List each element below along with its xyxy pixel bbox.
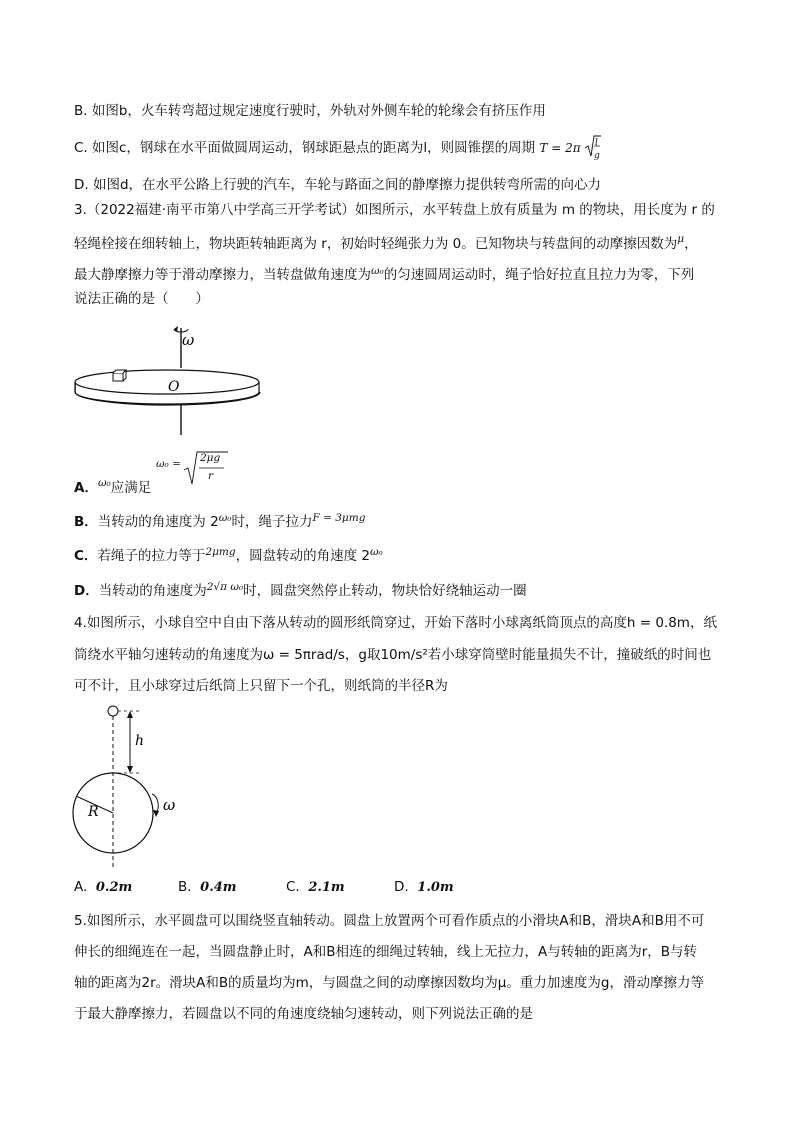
q4-option-a-label: A. [74, 879, 88, 895]
q3-option-a-text: 应满足 [110, 480, 152, 496]
q4-line3: 可不计，且小球穿过后纸筒上只留下一个孔，则纸筒的半径R为 [74, 678, 448, 694]
q3-option-c-text2: ，圆盘转动的角速度 2 [235, 548, 370, 564]
q5-line3: 轴的距离为2r。滑块A和B的质量均为m，与圆盘之间的动摩擦因数均为μ。重力加速度为g，滑动摩擦力等 [74, 975, 704, 991]
q4-option-a-value: 0.2m [95, 880, 133, 895]
turntable-figure [70, 320, 270, 440]
q4-line1: 4.如图所示，小球自空中自由下落从转动的圆形纸筒穿过，开始下落时小球离纸筒顶点的高度h = 0.8m，纸 [74, 615, 717, 631]
q3-option-b-text2: 时，绳子拉力 [231, 514, 313, 530]
q3-line3-text: 最大静摩擦力等于滑动摩擦力，当转盘做角速度为 [74, 267, 371, 283]
q4-option-d-value: 1.0m [417, 880, 454, 895]
q3-option-d-text1: 当转动的角速度为 [98, 583, 207, 599]
prev-option-d: D. 如图d，在水平公路上行驶的汽车，车轮与路面之间的静摩擦力提供转弯所需的向心力 [74, 177, 602, 193]
q5-line4: 于最大静摩擦力，若圆盘以不同的角速度绕轴匀速转动，则下列说法正确的是 [74, 1006, 533, 1022]
q3-line3 [74, 262, 694, 284]
q3-line1: 3.（2022福建·南平市第八中学高三开学考试）如图所示，水平转盘上放有质量为 m 的物块，用长度为 r 的 [74, 202, 715, 218]
q3-line2-text: 轻绳栓接在细转轴上，物块距转轴距离为 r，初始时轻绳张力为 0。已知物块与转盘间的动摩擦因数为 [74, 236, 678, 252]
q3-option-a-label: A． [74, 480, 98, 496]
q3-option-a [74, 474, 151, 497]
q4-option-d-label: D. [394, 879, 409, 895]
angular-velocity-formula: 2√π ω₀ [206, 581, 244, 593]
q4-option-a [74, 878, 132, 897]
fraction-den: r [208, 470, 214, 482]
q4-option-b-label: B. [178, 879, 192, 895]
prev-option-c [74, 138, 601, 161]
q5-line2: 伸长的细绳连在一起，当圆盘静止时，A和B相连的细绳过转轴，线上无拉力，A与转轴的距离为r，B与转 [74, 944, 698, 960]
q3-option-c-text1: 若绳子的拉力等于 [97, 548, 206, 564]
q3-line2 [74, 230, 698, 253]
omega-label: ω [182, 331, 195, 349]
q4-option-c-label: C. [286, 879, 300, 895]
q3-option-d-label: D． [74, 583, 99, 599]
q3-line3-end: 的匀速圆周运动时，绳子恰好拉直且拉力为零，下列 [383, 267, 695, 283]
q3-option-a-formula [156, 450, 236, 490]
omega0-symbol: ω₀ [370, 546, 383, 558]
prev-option-c-text: C. 如图c，钢球在水平面做圆周运动，钢球距悬点的距离为l，则圆锥摆的周期 [74, 140, 536, 156]
q3-option-b-label: B． [74, 514, 98, 530]
center-O-label: O [168, 379, 180, 395]
sqrt-l-over-g [585, 138, 601, 161]
q4-line2: 筒绕水平轴匀速转动的角速度为ω = 5πrad/s，g取10m/s²若小球穿筒壁时能量损失不计，撞破纸的时间也 [74, 647, 712, 663]
q4-option-c-value: 2.1m [308, 880, 345, 895]
q3-option-b [74, 509, 365, 531]
q5-line1: 5.如图所示，水平圆盘可以围绕竖直轴转动。圆盘上放置两个可看作质点的小滑块A和B，滑块A和B用不可 [74, 913, 705, 929]
R-label: R [88, 804, 99, 820]
period-formula: T = 2π [539, 141, 581, 155]
omega0-symbol: ω₀ [371, 265, 384, 277]
tension-formula: F = 3μmg [312, 512, 366, 524]
omega-label: ω [163, 796, 176, 814]
prev-option-b: B. 如图b，火车转弯超过规定速度行驶时，外轨对外侧车轮的轮缘会有挤压作用 [74, 103, 546, 119]
fraction-den: g [594, 151, 600, 161]
q3-option-c [74, 543, 383, 565]
fraction-num: 2μg [200, 452, 221, 464]
cylinder-figure [66, 700, 196, 872]
q3-option-d [74, 578, 527, 600]
mu-symbol: μ [677, 233, 685, 245]
tension-formula: 2μmg [205, 546, 236, 558]
omega0-symbol: ω₀ [97, 477, 111, 489]
q4-option-d [394, 878, 454, 897]
fraction-num: l [595, 138, 598, 148]
q4-option-c [286, 878, 345, 897]
q3-line2-end: ， [684, 236, 698, 252]
q3-option-d-text2: 时，圆盘突然停止转动，物块恰好绕轴运动一圈 [243, 583, 527, 599]
h-label: h [135, 733, 145, 749]
q4-option-b [178, 878, 237, 897]
q4-option-b-value: 0.4m [200, 880, 237, 895]
formula-lhs: ω₀ = [156, 458, 181, 470]
q3-line4: 说法正确的是（ ） [74, 291, 209, 307]
omega0-symbol: ω₀ [218, 512, 232, 524]
q3-option-b-text1: 当转动的角速度为 2 [97, 514, 219, 530]
q3-option-c-label: C． [74, 548, 98, 564]
